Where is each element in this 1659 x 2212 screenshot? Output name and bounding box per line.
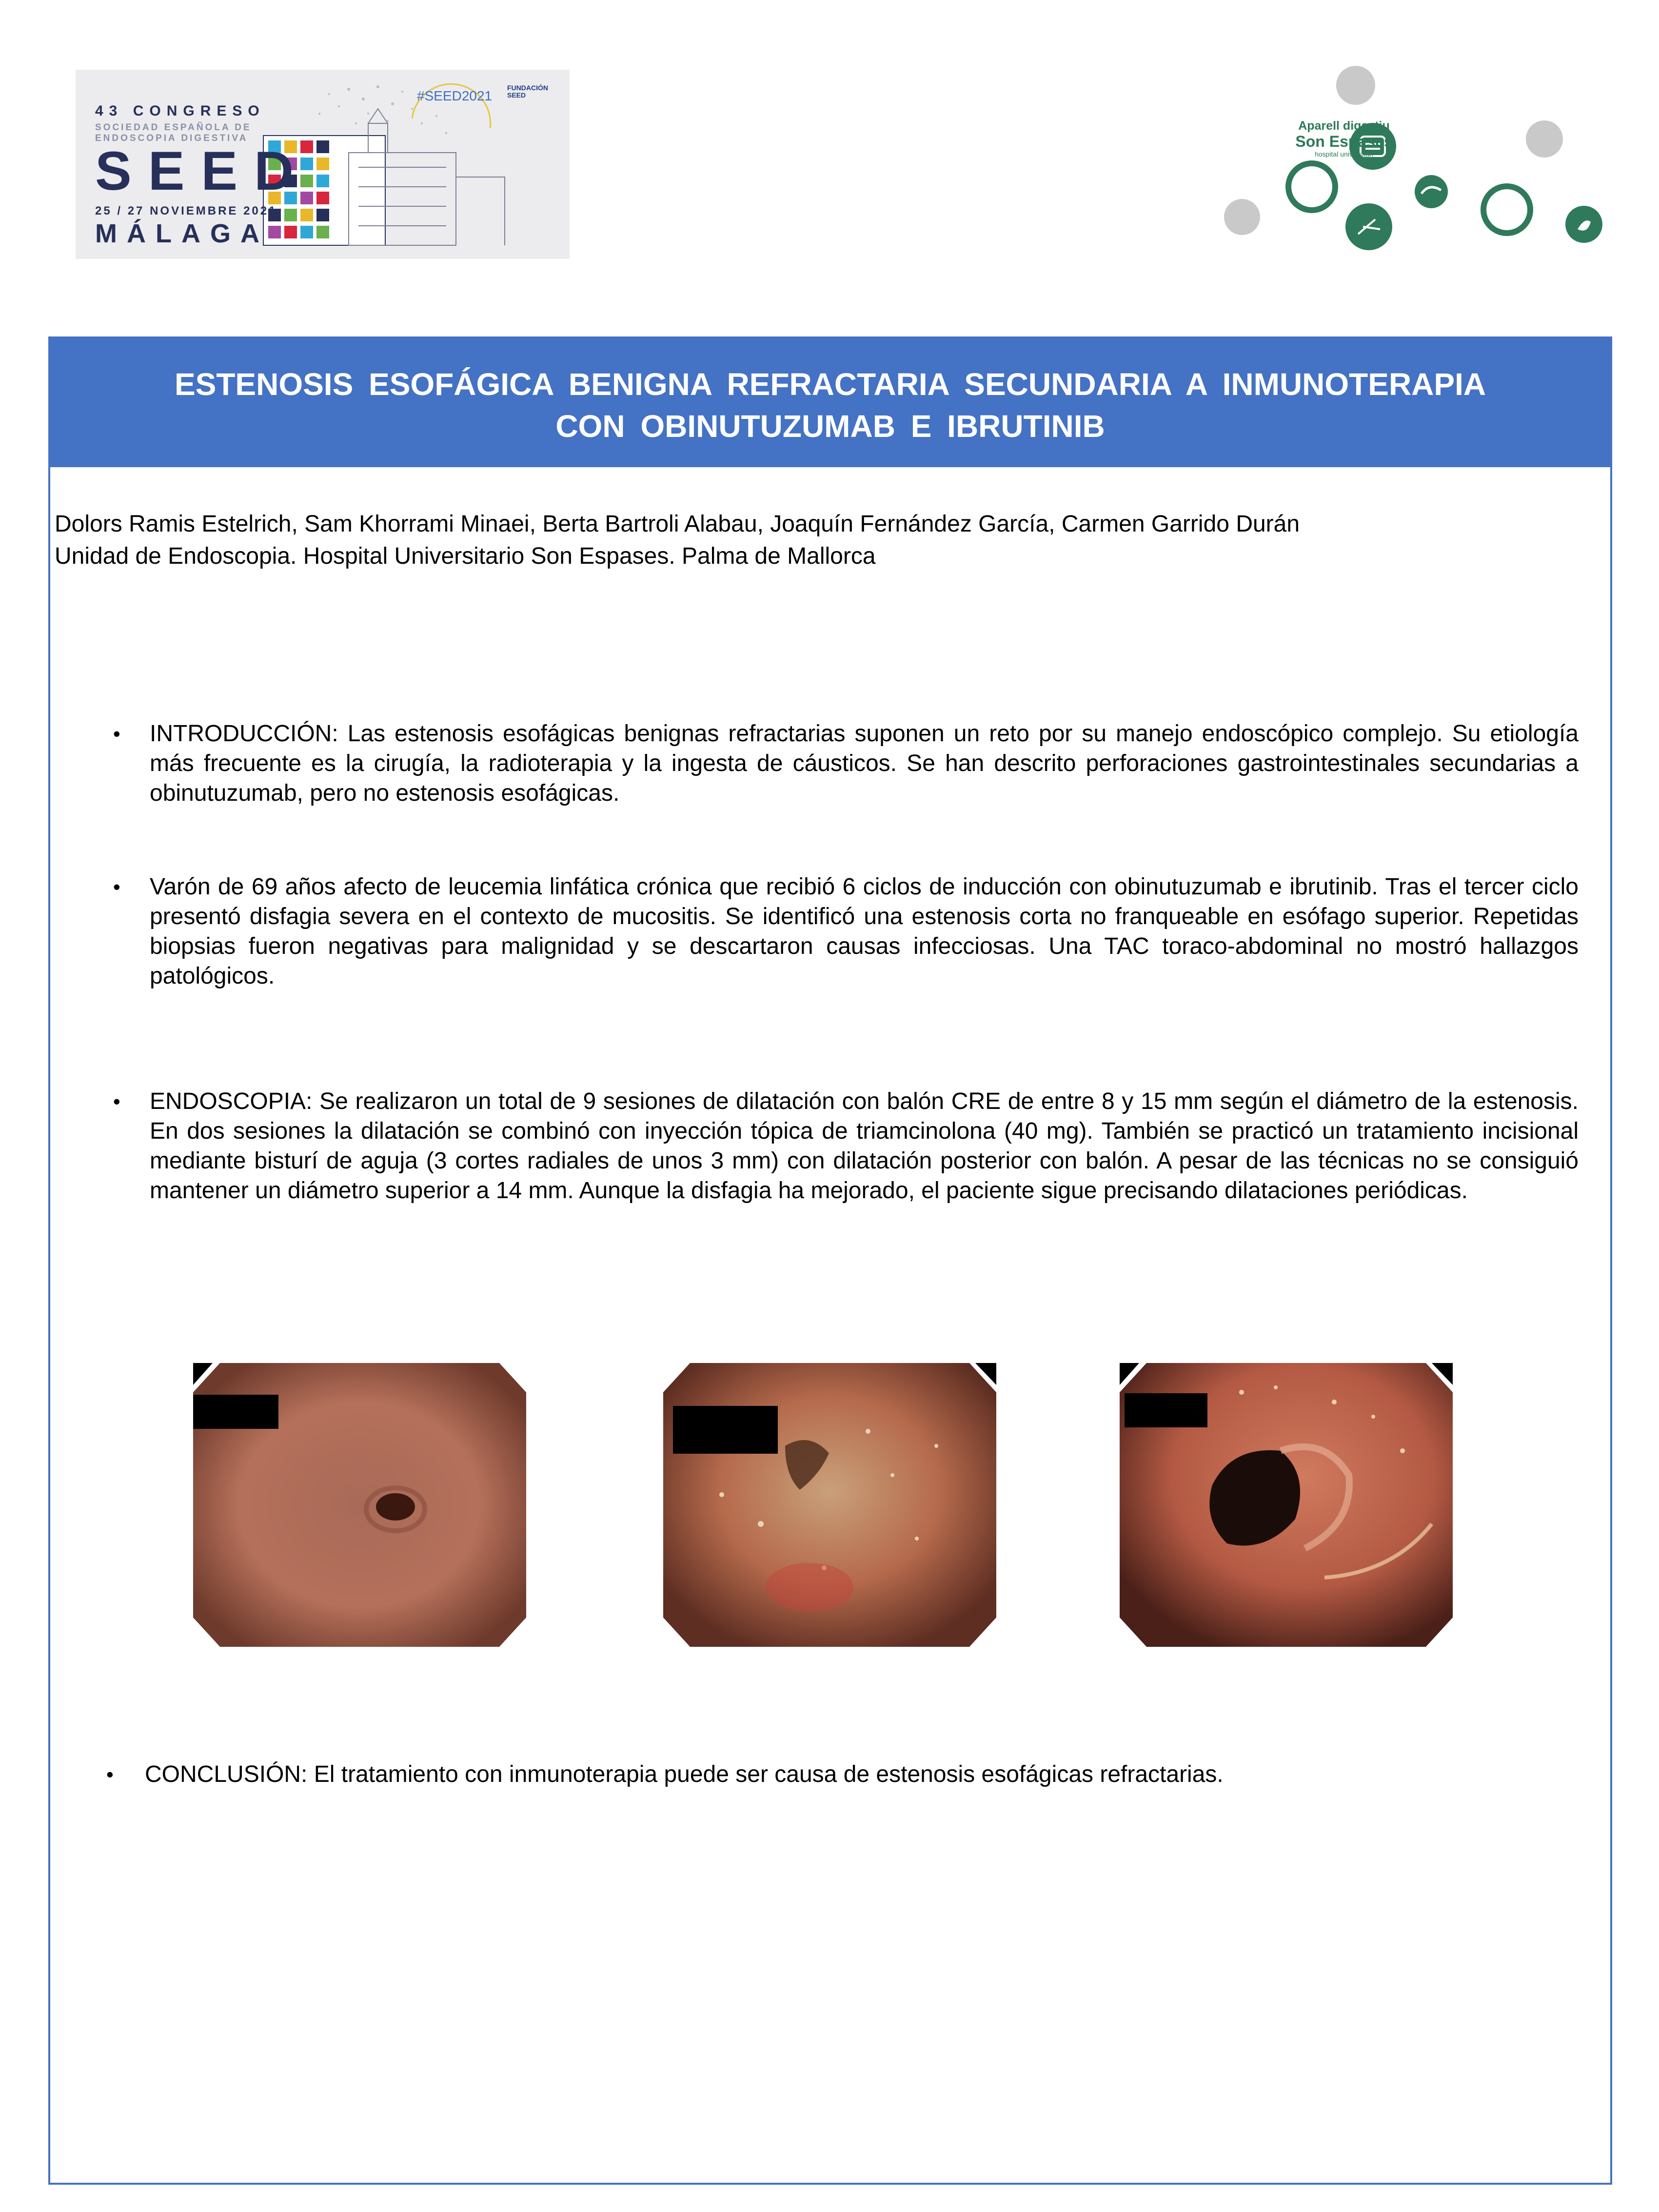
conclusion-text: CONCLUSIÓN: El tratamiento con inmunoterapia puede ser causa de estenosis esofágicas refractarias. [145,1761,1224,1787]
society-acronym: SEED [95,140,310,201]
hospital-name: Aparell digestiu Son Espases hospital universitari [1295,119,1393,158]
congress-number: 43 CONGRESO [95,103,265,119]
case-text: Varón de 69 años afecto de leucemia linfática crónica que recibió 6 ciclos de inducción con obinutuzumab e ibrutinib. Tras el tercer ciclo presentó disfagia severa en el contexto de mucositis. Se identificó una estenosis corta no franqueable en esófago superior. Repetidas biopsias fueron negativas para malignidad y se descartaron causas infecciosas. Una TAC toraco-abdominal no mostró hallazgos patológicos. [150,874,1579,989]
endoscopy-image-1 [193,1363,526,1647]
endoscopy-image-3 [1120,1363,1453,1647]
author-block [55,508,1591,573]
bullet-conclusion: • [106,1763,114,1786]
congress-dates: 25 / 27 NOVIEMBRE 2021 [95,204,277,217]
title-line-2: CON OBINUTUZUMAB E IBRUTINIB [555,409,1105,444]
bullet-intro: • [113,722,120,745]
author-names: Dolors Ramis Estelrich, Sam Khorrami Minaei, Berta Bartroli Alabau, Joaquín Fernández García, Carmen Garrido Durán [55,511,1300,537]
hospital-logo-graphic [1214,66,1614,256]
poster-title [68,363,1592,447]
society-name: SOCIEDAD ESPAÑOLA DE ENDOSCOPIA DIGESTIVA [95,122,252,143]
foundation-logo: FUNDACIÓN SEED [507,84,548,99]
congress-banner-logo [76,70,570,259]
bullet-case: • [113,875,120,898]
introduction-text: INTRODUCCIÓN: Las estenosis esofágicas benignas refractarias suponen un reto por su manejo endoscópico complejo. Su etiología más frecuente es la cirugía, la radioterapia y la ingesta de cáusticos. Se han descrito perforaciones gastrointestinales secundarias a obinutuzumab, pero no estenosis esofágicas. [150,721,1579,806]
title-line-1: ESTENOSIS ESOFÁGICA BENIGNA REFRACTARIA SECUNDARIA A INMUNOTERAPIA [174,367,1486,402]
hashtag: #SEED2021 [417,88,493,103]
hospital-logo [1214,66,1614,256]
congress-city: MÁLAGA [95,219,269,248]
bullet-endoscopy: • [113,1090,120,1113]
endoscopy-text: ENDOSCOPIA: Se realizaron un total de 9 sesiones de dilatación con balón CRE de entre 8 y 15 mm según el diámetro de la estenosis. En dos sesiones la dilatación se combinó con inyección tópica de triamcinolona (40 mg). También se practicó un tratamiento incisional mediante bisturí de aguja (3 cortes radiales de unos 3 mm) con dilatación posterior con balón. A pesar de las técnicas no se consiguió mantener un diámetro superior a 14 mm. Aunque la disfagia ha mejorado, el paciente sigue precisando dilataciones periódicas. [150,1088,1579,1204]
poster-frame [48,336,1612,2185]
author-affiliation: Unidad de Endoscopia. Hospital Universitario Son Espases. Palma de Mallorca [55,543,876,569]
endoscopy-image-2 [663,1363,996,1647]
